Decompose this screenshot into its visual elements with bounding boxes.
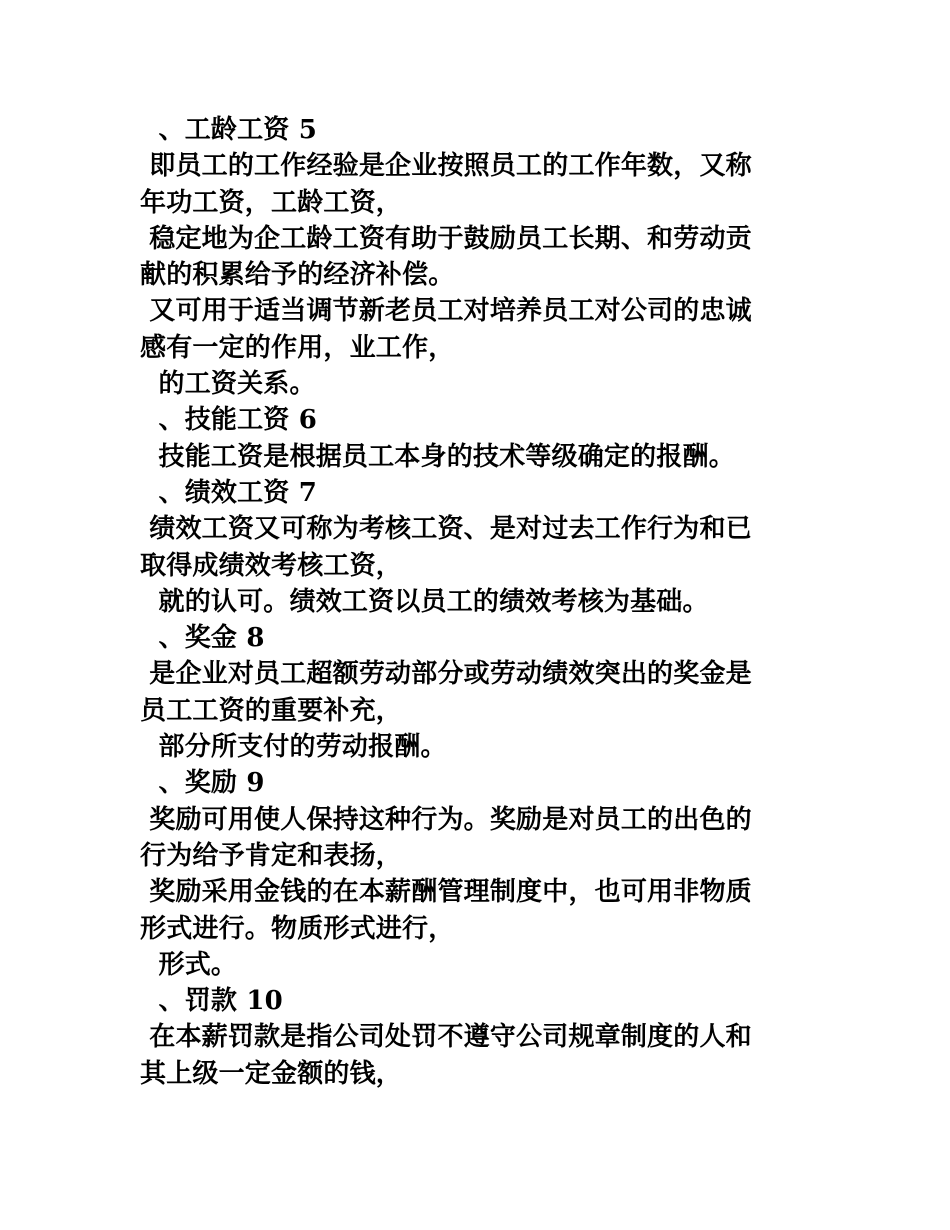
- paragraph-line: 献的积累给予的经济补偿。: [140, 260, 455, 291]
- paragraph-line: 形式。: [140, 949, 238, 980]
- paragraph-line: 是企业对员工超额劳动部分或劳动绩效突出的奖金是: [140, 659, 752, 690]
- paragraph-line: 就的认可。绩效工资以员工的绩效考核为基础。: [140, 586, 709, 617]
- paragraph-line: 绩效工资又可称为考核工资、是对过去工作行为和已: [140, 514, 752, 545]
- paragraph-line: 技能工资是根据员工本身的技术等级确定的报酬。: [140, 441, 735, 472]
- paragraph-line: 奖励采用金钱的在本薪酬管理制度中，也可用非物质: [140, 877, 752, 908]
- paragraph-line: 部分所支付的劳动报酬。: [140, 732, 447, 763]
- paragraph-line: 其上级一定金额的钱，: [140, 1058, 403, 1089]
- section-heading: 、奖励 9: [140, 768, 265, 799]
- document-body: [140, 112, 805, 1092]
- paragraph-line: 年功工资，工龄工资，: [140, 187, 403, 218]
- paragraph-line: 在本薪罚款是指公司处罚不遵守公司规章制度的人和: [140, 1022, 752, 1053]
- paragraph-line: 员工工资的重要补充，: [140, 695, 403, 726]
- paragraph-line: 的工资关系。: [140, 369, 316, 400]
- paragraph-line: 即员工的工作经验是企业按照员工的工作年数，又称: [140, 151, 752, 182]
- section-heading: 、技能工资 6: [140, 405, 318, 436]
- section-heading: 、奖金 8: [140, 623, 265, 654]
- paragraph-line: 感有一定的作用，业工作，: [140, 332, 455, 363]
- paragraph-line: 取得成绩效考核工资，: [140, 550, 403, 581]
- section-heading: 、工龄工资 5: [140, 115, 318, 145]
- paragraph-line: 奖励可用使人保持这种行为。奖励是对员工的出色的: [140, 804, 752, 835]
- section-heading: 、罚款 10: [140, 986, 283, 1017]
- section-heading: 、绩效工资 7: [140, 477, 318, 508]
- paragraph-line: 行为给予肯定和表扬，: [140, 840, 403, 871]
- paragraph-line: 稳定地为企工龄工资有助于鼓励员工长期、和劳动贡: [140, 223, 752, 254]
- paragraph-line: 形式进行。物质形式进行，: [140, 913, 455, 944]
- paragraph-line: 又可用于适当调节新老员工对培养员工对公司的忠诚: [140, 296, 752, 327]
